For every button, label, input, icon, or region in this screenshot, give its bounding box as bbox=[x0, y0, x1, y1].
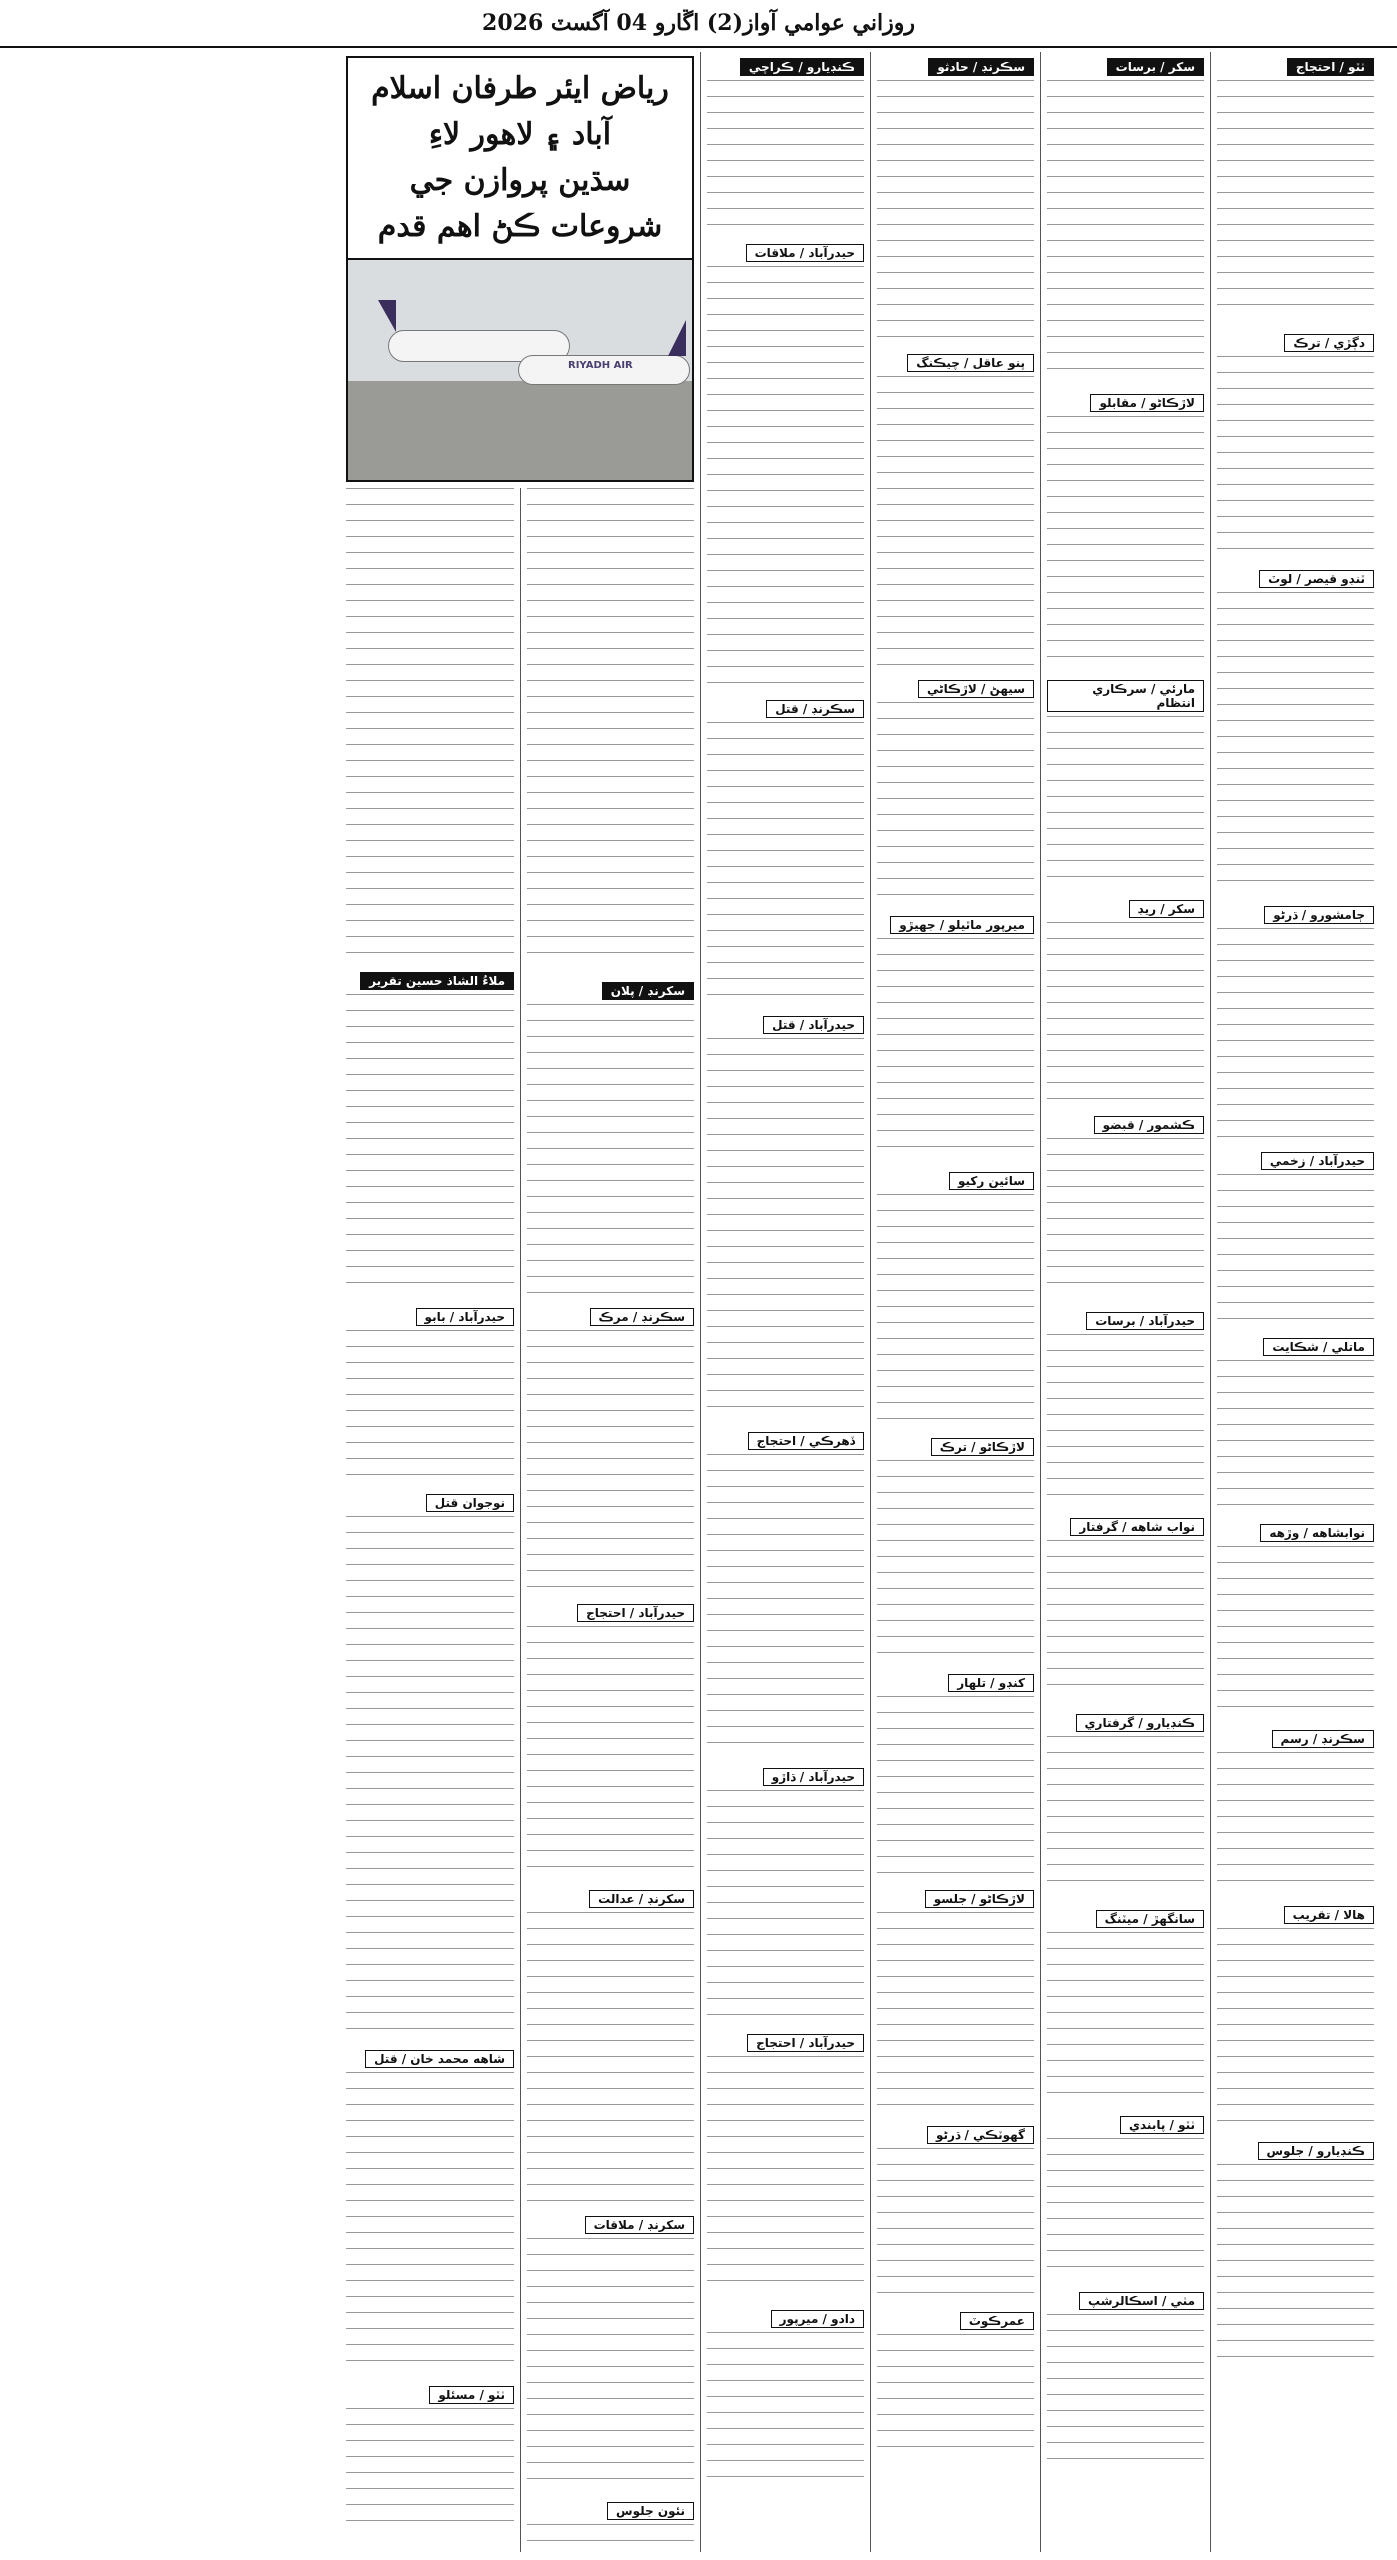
column-2 bbox=[1040, 52, 1210, 2552]
column-6 bbox=[346, 488, 520, 2552]
lead-headline-line1: رياض ايئر طرفان اسلام آباد ۽ لاهور لاءِ bbox=[371, 71, 669, 152]
dateline: سڪرنڊ / قتل bbox=[766, 700, 864, 718]
dateline: ٽنڊو قيصر / لوٽ bbox=[1259, 570, 1374, 588]
story-text bbox=[1217, 592, 1374, 892]
story-text bbox=[877, 376, 1034, 666]
dateline: سکرنڊ / عدالت bbox=[589, 1890, 694, 1908]
dateline: هالا / تقريب bbox=[1284, 1906, 1374, 1924]
story-text bbox=[877, 80, 1034, 340]
story-text bbox=[877, 1696, 1034, 1876]
story-text bbox=[877, 1912, 1034, 2112]
column-5 bbox=[520, 488, 694, 2552]
story-text bbox=[1217, 1752, 1374, 1892]
dateline: سانگهڙ / ميٽنگ bbox=[1096, 1910, 1204, 1928]
dateline: حيدرآباد / زخمي bbox=[1261, 1152, 1374, 1170]
story-text bbox=[707, 2332, 864, 2482]
column-1 bbox=[1210, 52, 1380, 2552]
story-text bbox=[527, 1912, 694, 2202]
dateline: دڳڙي / ترڪ bbox=[1284, 334, 1374, 352]
dateline: ڪشمور / قبضو bbox=[1094, 1116, 1204, 1134]
dateline: لاڙڪاڻو / مقابلو bbox=[1090, 394, 1204, 412]
dateline: سائين رکيو bbox=[949, 1172, 1034, 1190]
dateline: شاهه محمد خان / قتل bbox=[365, 2050, 514, 2068]
news-columns bbox=[18, 52, 1380, 2552]
story-text bbox=[1217, 1928, 1374, 2128]
story-text bbox=[346, 1516, 514, 2036]
story-text bbox=[346, 1330, 514, 1480]
story-text bbox=[1047, 80, 1204, 380]
masthead bbox=[0, 0, 1397, 48]
story-text bbox=[1047, 1138, 1204, 1298]
story-text bbox=[527, 1004, 694, 1294]
masthead-title: روزاني عوامي آواز(2) اڱارو 04 آگسٽ 2026 bbox=[482, 10, 915, 36]
column-3 bbox=[870, 52, 1040, 2552]
dateline: سکرنڊ / ملاقات bbox=[585, 2216, 694, 2234]
dateline: سڪرنڊ / مرڪ bbox=[590, 1308, 694, 1326]
story-text bbox=[877, 938, 1034, 1158]
dateline: سيهڻ / لاڙڪاڻي bbox=[918, 680, 1034, 698]
story-text bbox=[707, 1038, 864, 1418]
dateline: سڪرنڊ / حادثو bbox=[928, 58, 1034, 76]
story-text bbox=[527, 2524, 694, 2552]
story-text bbox=[346, 994, 514, 1294]
story-text bbox=[877, 702, 1034, 902]
dateline: عمرڪوٽ bbox=[960, 2312, 1034, 2330]
dateline: حيدرآباد / بابو bbox=[416, 1308, 514, 1326]
dateline: دادو / ميرپور bbox=[771, 2310, 864, 2328]
dateline: ٺٽو / مسئلو bbox=[429, 2386, 514, 2404]
photo-caption: RIYADH AIR bbox=[568, 360, 633, 371]
story-text bbox=[1047, 716, 1204, 886]
story-text bbox=[1047, 1334, 1204, 1504]
dateline: نواب شاهه / گرفتار bbox=[1070, 1518, 1204, 1536]
dateline: ڪنڊيارو / گرفتاري bbox=[1076, 1714, 1204, 1732]
dateline: سڪرنڊ / رسم bbox=[1272, 1730, 1374, 1748]
story-text bbox=[1047, 1540, 1204, 1700]
column-5-6 bbox=[340, 52, 700, 2552]
story-text bbox=[346, 2408, 514, 2528]
dateline: ماتلي / شڪايت bbox=[1263, 1338, 1374, 1356]
story-text bbox=[1217, 2164, 1374, 2364]
dateline: مٺي / اسڪالرشپ bbox=[1079, 2292, 1204, 2310]
column-4 bbox=[700, 52, 870, 2552]
dateline: گهوٽڪي / ڌرڻو bbox=[927, 2126, 1034, 2144]
dateline: حيدرآباد / قتل bbox=[763, 1016, 864, 1034]
lead-photo bbox=[348, 260, 692, 480]
dateline: حيدرآباد / ڌاڙو bbox=[763, 1768, 864, 1786]
story-text bbox=[1217, 1546, 1374, 1716]
story-text bbox=[1047, 1736, 1204, 1896]
story-text bbox=[1217, 1360, 1374, 1510]
story-text bbox=[707, 266, 864, 686]
dateline: سکر / برسات bbox=[1107, 58, 1204, 76]
story-text bbox=[877, 1194, 1034, 1424]
dateline: ڪنڊيارو / جلوس bbox=[1258, 2142, 1374, 2160]
dateline: ڏهرڪي / احتجاج bbox=[748, 1432, 864, 1450]
dateline: نئون جلوس bbox=[607, 2502, 694, 2520]
dateline: ملاءُ الشاذ حسين تقرير bbox=[360, 972, 514, 990]
dateline: سکر / ريڊ bbox=[1129, 900, 1204, 918]
story-text bbox=[527, 1330, 694, 1590]
story-text bbox=[877, 1460, 1034, 1660]
lead-story bbox=[346, 56, 694, 482]
dateline: ٺٽو / احتجاج bbox=[1287, 58, 1374, 76]
story-text bbox=[707, 722, 864, 1002]
story-text bbox=[1217, 1174, 1374, 1324]
story-text bbox=[1047, 2138, 1204, 2278]
dateline: لاڙڪاڻو / جلسو bbox=[925, 1890, 1034, 1908]
airplane-tail bbox=[668, 320, 686, 356]
dateline: لاڙڪاڻو / ترڪ bbox=[931, 1438, 1034, 1456]
dateline: حيدرآباد / برسات bbox=[1086, 1312, 1204, 1330]
story-text bbox=[527, 1626, 694, 1876]
dateline: ڪنڊيارو / ڪراچي bbox=[740, 58, 864, 76]
story-text bbox=[346, 488, 514, 958]
story-text bbox=[707, 2056, 864, 2296]
lead-headline-line2: سڌين پروازن جي شروعات ڪڻ اهم قدم bbox=[377, 163, 663, 244]
dateline: ميرپور ماٿيلو / جهيڙو bbox=[890, 916, 1034, 934]
story-text bbox=[1217, 928, 1374, 1138]
dateline: مارئي / سرڪاري انتظام bbox=[1047, 680, 1204, 712]
dateline: پنو عاقل / چيڪنگ bbox=[907, 354, 1034, 372]
story-text bbox=[527, 488, 694, 968]
story-text bbox=[527, 2238, 694, 2488]
story-text bbox=[707, 1790, 864, 2020]
dateline: نوابشاهه / وڙهه bbox=[1260, 1524, 1374, 1542]
dateline: ٺٽو / پابندي bbox=[1120, 2116, 1204, 2134]
story-text bbox=[1217, 356, 1374, 556]
story-text bbox=[877, 2148, 1034, 2298]
dateline: حيدرآباد / احتجاج bbox=[747, 2034, 864, 2052]
story-text bbox=[1047, 922, 1204, 1102]
story-text bbox=[1047, 416, 1204, 666]
dateline: حيدرآباد / احتجاج bbox=[577, 1604, 694, 1622]
dateline: سکرنڊ / پلان bbox=[602, 982, 694, 1000]
story-text bbox=[1047, 1932, 1204, 2102]
lead-headline bbox=[348, 58, 692, 260]
dateline: نوجوان قتل bbox=[426, 1494, 514, 1512]
airplane-tail bbox=[378, 300, 396, 332]
story-text bbox=[707, 1454, 864, 1754]
story-text bbox=[1217, 80, 1374, 320]
dateline: کنڊو / تلهار bbox=[948, 1674, 1034, 1692]
story-text bbox=[707, 80, 864, 230]
story-text bbox=[346, 2072, 514, 2372]
story-text bbox=[1047, 2314, 1204, 2464]
story-text bbox=[877, 2334, 1034, 2454]
dateline: حيدرآباد / ملاقات bbox=[746, 244, 864, 262]
dateline: ڄامشورو / ڌرڻو bbox=[1264, 906, 1374, 924]
